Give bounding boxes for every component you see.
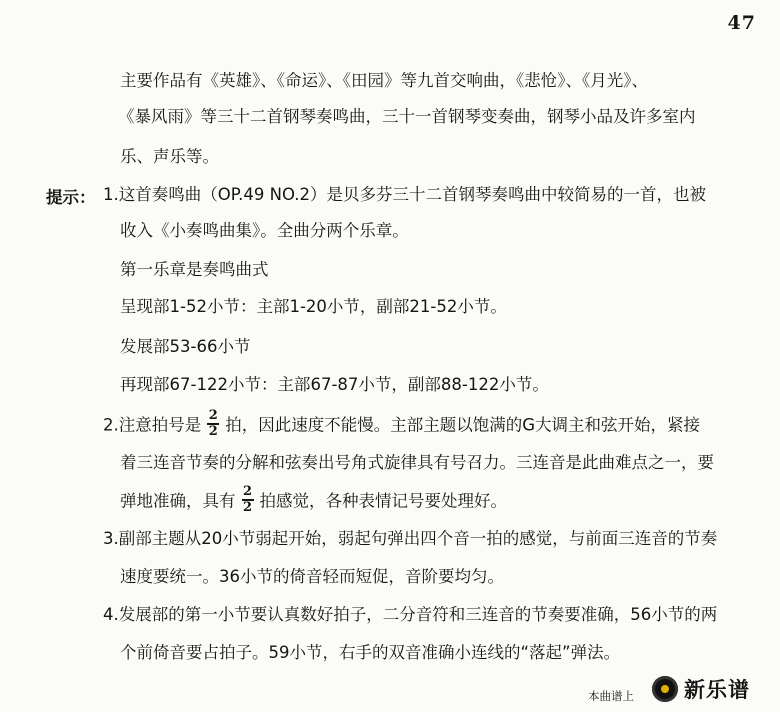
item1-line-2: 收入《小奏鸣曲集》。全曲分两个乐章。 bbox=[120, 221, 409, 240]
item2-line-2: 着三连音节奏的分解和弦奏出号角式旋律具有号召力。三连音是此曲难点之一，要 bbox=[120, 453, 714, 472]
item2-text-c: 弹地准确，具有 bbox=[120, 491, 236, 511]
item1-line-6: 再现部67-122小节：主部67-87小节，副部88-122小节。 bbox=[120, 375, 549, 394]
item4-line-1: 4.发展部的第一小节要认真数好拍子，二分音符和三连音的节奏要准确，56小节的两 bbox=[103, 605, 718, 624]
time-signature-denominator: 2 bbox=[208, 424, 218, 439]
item3-line-1: 3.副部主题从20小节弱起开始，弱起句弹出四个音一拍的感觉，与前面三连音的节奏 bbox=[103, 529, 718, 548]
time-signature bbox=[242, 486, 254, 514]
item2-text-b: 拍，因此速度不能慢。主部主题以饱满的G大调主和弦开始，紧接 bbox=[225, 415, 701, 435]
item2-line-1 bbox=[103, 408, 701, 440]
item2-text-d: 拍感觉，各种表情记号要处理好。 bbox=[259, 491, 507, 511]
item1-line-1: 1.这首奏鸣曲（OP.49 NO.2）是贝多芬三十二首钢琴奏鸣曲中较简易的一首，也被 bbox=[103, 185, 706, 204]
intro-line-3: 乐、声乐等。 bbox=[120, 147, 219, 166]
logo bbox=[652, 674, 750, 704]
logo-text: 新乐谱 bbox=[684, 678, 750, 702]
intro-line-2: 《暴风雨》等三十二首钢琴奏鸣曲，三十一首钢琴变奏曲，钢琴小品及许多室内 bbox=[118, 107, 696, 126]
item1-line-4: 呈现部1-52小节：主部1-20小节，副部21-52小节。 bbox=[120, 297, 507, 316]
item3-line-2: 速度要统一。36小节的倚音轻而短促，音阶要均匀。 bbox=[120, 567, 504, 586]
time-signature-numerator: 2 bbox=[242, 484, 253, 499]
time-signature-numerator: 2 bbox=[208, 408, 218, 423]
item4-line-2: 个前倚音要占拍子。59小节，右手的双音准确小连线的“落起”弹法。 bbox=[120, 643, 621, 662]
item1-line-5: 发展部53-66小节 bbox=[120, 337, 251, 356]
intro-line-1: 主要作品有《英雄》、《命运》、《田园》等九首交响曲，《悲怆》、《月光》、 bbox=[120, 71, 648, 90]
record-disc-icon bbox=[652, 676, 678, 702]
item1-line-3: 第一乐章是奏鸣曲式 bbox=[120, 260, 269, 279]
item2-text-a: 2.注意拍号是 bbox=[103, 415, 202, 435]
footer-note: 本曲谱上 bbox=[588, 689, 634, 703]
item2-line-3 bbox=[120, 484, 507, 516]
time-signature-denominator: 2 bbox=[242, 500, 253, 515]
hint-label: 提示： bbox=[46, 188, 96, 207]
page-number: 47 bbox=[727, 12, 756, 34]
time-signature bbox=[207, 410, 219, 438]
